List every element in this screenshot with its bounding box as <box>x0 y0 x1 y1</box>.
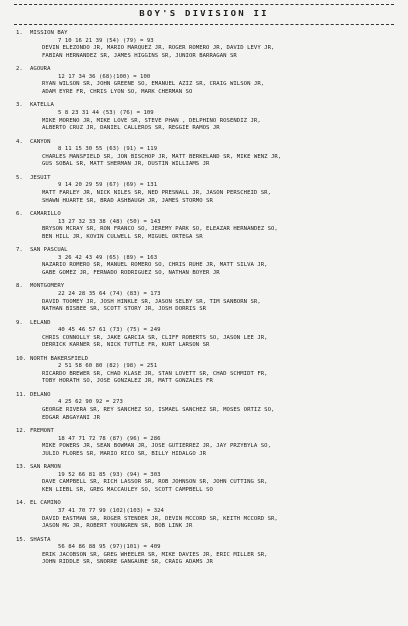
runner-names-line-2: GUS SOBAL SR, MATT SHERMAN JR, DUSTIN WILLIAMS JR <box>42 161 210 168</box>
team-entry <box>16 537 404 573</box>
team-entry <box>16 66 404 102</box>
runner-names-line-2: GABE GOMEZ JR, FERNADO RODRIGUEZ SO, NATHAN BOYER JR <box>42 269 220 276</box>
team-scores: 5 8 23 31 44 (53) (76) = 109 <box>58 109 154 116</box>
runner-names-line-1: CHARLES MANSFIELD SR, JON BISCHOP JR, MATT BERKELAND SR, MIKE WENZ JR, <box>42 153 282 160</box>
team-header <box>16 66 404 74</box>
team-header <box>16 283 404 291</box>
team-entry <box>16 247 404 283</box>
team-entry <box>16 428 404 464</box>
runner-names-line-1: ERIK JACOBSON SR, GREG WHEELER SR, MIKE DAVIES JR, ERIC MILLER SR, <box>42 551 268 558</box>
runner-names-line-2: EDGAR ABGAYANI JR <box>42 414 101 421</box>
team-name: EL CAMINO <box>30 500 61 507</box>
team-rank: 5. <box>16 174 23 181</box>
team-scores: 8 11 15 30 55 (63) (91) = 119 <box>58 146 158 153</box>
runner-names-line-2: FABIAN HERNANDEZ SR, JAMES HIGGINS SR, JUNIOR BARRAGAN SR <box>42 52 237 59</box>
team-entry <box>16 500 404 536</box>
team-entry <box>16 139 404 175</box>
runner-names-line-1: BRYSON MCRAY SR, RON FRANCO SO, JEREMY PARK SO, ELEAZAR HERNANDEZ SO, <box>42 226 278 233</box>
team-rank: 15. <box>16 536 27 543</box>
team-rank: 14. <box>16 500 27 507</box>
results-list <box>16 30 404 573</box>
runner-names-line-2: DERRICK KARNER SR, NICK TUTTLE FR, KURT LARSON SR <box>42 342 210 349</box>
team-entry <box>16 283 404 319</box>
team-header <box>16 428 404 436</box>
team-rank: 13. <box>16 464 27 471</box>
runner-names-line-2: TOBY HORATH SO, JOSE GONZALEZ JR, MATT GONZALES FR <box>42 378 213 385</box>
team-scores: 13 27 32 33 38 (48) (50) = 143 <box>58 218 161 225</box>
team-rank: 4. <box>16 138 23 145</box>
runner-names-line-2: JULIO FLORES SR, MARIO RICO SR, BILLY HIDALGO JR <box>42 450 207 457</box>
team-name: FREMONT <box>30 428 54 435</box>
team-entry <box>16 320 404 356</box>
team-header <box>16 139 404 147</box>
team-name: MONTGOMERY <box>30 283 65 290</box>
team-rank: 11. <box>16 391 27 398</box>
top-divider <box>14 4 394 5</box>
team-name: CANYON <box>30 138 51 145</box>
runner-names-line-1: RICARDO BREWER SR, CHAD KLASE JR, STAN LOVETT SR, CHAD SCHMIDT FR, <box>42 370 268 377</box>
runner-names-line-1: DAVID TOOMEY JR, JOSH HINKLE SR, JASON SELBY SR, TIM SANBORN SR, <box>42 298 261 305</box>
team-rank: 9. <box>16 319 23 326</box>
team-entry <box>16 30 404 66</box>
team-scores: 9 14 20 29 59 (67) (69) = 131 <box>58 182 158 189</box>
runner-names-line-1: MIKE POWERS JR, SEAN BOWMAN JR, JOSE GUTIERREZ JR, JAY PRZYBYLA SO, <box>42 443 271 450</box>
team-name: AGOURA <box>30 66 51 73</box>
runner-names-line-1: CHRIS CONNOLLY SR, JAKE GARCIA SR, CLIFF ROBERTS SO, JASON LEE JR, <box>42 334 268 341</box>
team-header <box>16 537 404 545</box>
team-scores: 37 41 70 77 99 (102)(103) = 324 <box>58 508 164 515</box>
team-scores: 18 47 71 72 78 (87) (96) = 286 <box>58 435 161 442</box>
team-header <box>16 211 404 219</box>
runner-names-line-2: ADAM EYRE FR, CHRIS LYON SO, MARK CHERMAN SO <box>42 88 193 95</box>
runner-names-line-2: BEN HILL JR, KOVIN CULWELL SR, MIGUEL ORTEGA SR <box>42 233 203 240</box>
runner-names-line-1: NAZARIO ROMERO SR, MANUEL ROMERO SO, CHRIS RUHE JR, MATT SILVA JR, <box>42 262 268 269</box>
team-header <box>16 102 404 110</box>
team-name: JESUIT <box>30 174 51 181</box>
team-rank: 7. <box>16 247 23 254</box>
runner-names-line-2: NATHAN BISBEE SR, SCOTT STORY JR, JOSH DORRIS SR <box>42 306 207 313</box>
team-rank: 10. <box>16 355 27 362</box>
team-scores: 3 26 42 43 49 (65) (89) = 163 <box>58 254 158 261</box>
runner-names-line-1: MATT FARLEY JR, NICK NILES SR, NED PRESNALL JR, JASON PERSCHEID SR, <box>42 189 271 196</box>
title-divider <box>14 24 394 25</box>
page-title: BOY'S DIVISION II <box>139 9 269 19</box>
runner-names-line-2: SHAWN HUARTE SR, BRAD ASHBAUGH JR, JAMES STORMO SR <box>42 197 213 204</box>
team-scores: 19 52 66 81 85 (93) (94) = 303 <box>58 471 161 478</box>
team-scores: 22 24 28 35 64 (74) (83) = 173 <box>58 290 161 297</box>
team-scores: 4 25 62 90 92 = 273 <box>58 399 123 406</box>
team-name: SHASTA <box>30 536 51 543</box>
team-header <box>16 320 404 328</box>
runner-names-line-2: JOHN RIDDLE SR, SNORRE GANGAUNE SR, CRAIG ADAMS JR <box>42 559 213 566</box>
team-rank: 8. <box>16 283 23 290</box>
team-rank: 2. <box>16 66 23 73</box>
runner-names-line-1: RYAN WILSON SR, JOHN GREENE SO, EMANUEL AZIZ SR, CRAIG WILSON JR, <box>42 81 265 88</box>
runner-names-line-1: GEORGE RIVERA SR, REY SANCHEZ SO, ISMAEL SANCHEZ SR, MOSES ORTIZ SO, <box>42 407 275 414</box>
team-header <box>16 247 404 255</box>
team-rank: 12. <box>16 428 27 435</box>
team-scores: 12 17 34 36 (68)(100) = 100 <box>58 73 151 80</box>
runner-names-line-1: MIKE MORENO JR, MIKE LOVE SR, STEVE PHAN , DELPHINO ROSENDIZ JR, <box>42 117 261 124</box>
team-entry <box>16 211 404 247</box>
team-name: SAN RAMON <box>30 464 61 471</box>
team-name: SAN PASCUAL <box>30 247 68 254</box>
team-header <box>16 30 404 38</box>
team-rank: 6. <box>16 210 23 217</box>
team-name: CAMARILLO <box>30 210 61 217</box>
runner-names-line-1: DAVID EASTMAN SR, ROGER STENDER JR, DEVIN MCCORD SR, KEITH MCCORD SR, <box>42 515 278 522</box>
runner-names-line-2: ALBERTO CRUZ JR, DANIEL CALLEROS SR, REGGIE RAMOS JR <box>42 125 220 132</box>
team-header <box>16 500 404 508</box>
team-name: LELAND <box>30 319 51 326</box>
team-entry <box>16 356 404 392</box>
team-entry <box>16 392 404 428</box>
team-header <box>16 175 404 183</box>
team-scores: 40 45 46 57 61 (73) (75) = 249 <box>58 327 161 334</box>
team-header <box>16 392 404 400</box>
team-entry <box>16 102 404 138</box>
team-name: NORTH BAKERSFIELD <box>30 355 89 362</box>
team-scores: 7 10 16 21 39 (54) (79) = 93 <box>58 37 154 44</box>
team-header <box>16 464 404 472</box>
team-scores: 56 84 86 88 95 (97)(101) = 409 <box>58 544 161 551</box>
team-header <box>16 356 404 364</box>
runner-names-line-1: DAVE CAMPBELL SR, RICH LASSOR SR, ROB JOHNSON SR, JOHN CUTTING SR, <box>42 479 268 486</box>
team-name: KATELLA <box>30 102 54 109</box>
team-name: MISSION BAY <box>30 30 68 36</box>
team-rank: 3. <box>16 102 23 109</box>
runner-names-line-2: JASON MG JR, ROBERT YOUNGREN SR, BOB LINK JR <box>42 523 193 530</box>
runner-names-line-1: DEVIN ELEZONDO JR, MARIO MARQUEZ JR, ROGER ROMERO JR, DAVID LEVY JR, <box>42 45 275 52</box>
runner-names-line-2: KEN LIEBL SR, GREG MACCAULEY SO, SCOTT CAMPBELL SO <box>42 487 213 494</box>
team-scores: 2 51 58 60 80 (82) (98) = 251 <box>58 363 158 370</box>
team-entry <box>16 464 404 500</box>
team-rank: 1. <box>16 30 23 36</box>
team-name: DELANO <box>30 391 51 398</box>
team-entry <box>16 175 404 211</box>
